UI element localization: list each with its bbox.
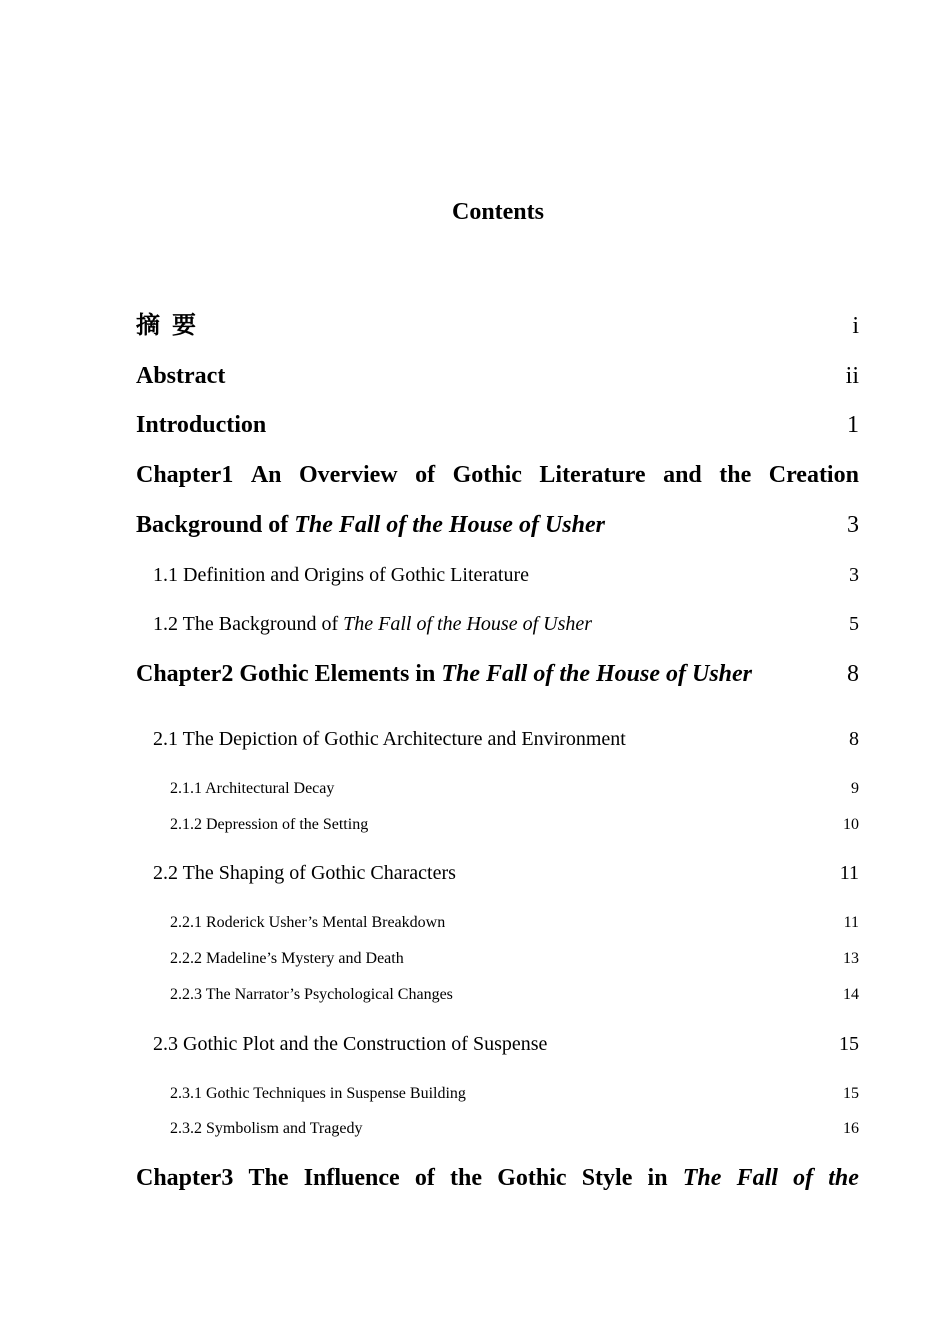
toc-label: 2.1.2 Depression of the Setting [170, 816, 369, 833]
word: Style [581, 1165, 633, 1191]
toc-label: 2.3.2 Symbolism and Tragedy [170, 1120, 363, 1137]
toc-label: 1.1 Definition and Origins of Gothic Literature [153, 564, 530, 586]
toc-entry-chapter3-line1[interactable] [136, 1162, 859, 1194]
toc-page-number: 15 [839, 1033, 859, 1055]
toc-label [136, 509, 605, 541]
word: Creation [768, 462, 859, 488]
toc-label: Abstract [136, 363, 226, 389]
toc-page-number: 13 [843, 950, 859, 967]
toc-label-prefix: Background of [136, 512, 295, 538]
toc-entry-2-3-1[interactable] [170, 1083, 859, 1105]
toc-label: 2.1.1 Architectural Decay [170, 780, 335, 797]
toc-entry-2-1-2[interactable] [170, 814, 859, 836]
work-title: The Fall of the House of Usher [441, 661, 753, 687]
toc-page-number: 8 [847, 661, 859, 687]
toc-label: 2.2.2 Madeline’s Mystery and Death [170, 950, 404, 967]
word: the [450, 1165, 483, 1191]
word: the [719, 462, 752, 488]
toc-page-number: 15 [843, 1085, 859, 1102]
word: The [248, 1165, 289, 1191]
word: Chapter3 [136, 1165, 234, 1191]
toc-entry-1-2[interactable] [153, 610, 859, 638]
toc-page-number: 5 [849, 613, 859, 635]
toc-entry-2-2-3[interactable] [170, 984, 859, 1006]
toc-page-number: i [852, 313, 859, 339]
toc-entry-2-2[interactable] [153, 859, 859, 887]
toc-entry-2-2-2[interactable] [170, 948, 859, 970]
word: and [663, 462, 702, 488]
toc-entry-chapter2[interactable] [136, 658, 859, 690]
toc-label [136, 658, 752, 690]
toc-entry-chapter1-line2[interactable] [136, 509, 859, 541]
toc-page-number: 16 [843, 1120, 859, 1137]
toc-entry-zhaiyao[interactable] [136, 310, 859, 342]
toc-page-number: ii [845, 363, 859, 389]
italic-word: Fall [736, 1165, 778, 1191]
toc-page-number: 1 [847, 412, 859, 438]
word: Gothic [452, 462, 522, 488]
toc-page-number: 3 [849, 564, 859, 586]
word: Overview [298, 462, 398, 488]
toc-label-prefix: Chapter2 Gothic Elements in [136, 661, 442, 687]
word: An [250, 462, 282, 488]
toc-entry-2-2-1[interactable] [170, 912, 859, 934]
toc-label: 2.3.1 Gothic Techniques in Suspense Building [170, 1085, 466, 1102]
toc-entry-2-3[interactable] [153, 1030, 859, 1058]
toc-entry-abstract[interactable] [136, 360, 859, 392]
work-title: The Fall of the House of Usher [343, 613, 593, 635]
italic-word: of [793, 1165, 814, 1191]
toc-label: 2.2 The Shaping of Gothic Characters [153, 862, 456, 884]
word: Literature [539, 462, 646, 488]
word: of [414, 1165, 435, 1191]
toc-page-number: 11 [839, 862, 859, 884]
word: Gothic [497, 1165, 567, 1191]
toc-entry-introduction[interactable] [136, 409, 859, 441]
toc-page-number: 8 [849, 728, 859, 750]
toc-entry-2-1-1[interactable] [170, 778, 859, 800]
word: Chapter1 [136, 462, 234, 488]
italic-word: the [828, 1165, 859, 1191]
toc-label: 摘 要 [136, 313, 196, 339]
toc-entry-chapter1-line1[interactable] [136, 459, 859, 491]
toc-page-number: 10 [843, 816, 859, 833]
toc-page-number: 14 [843, 986, 859, 1003]
word: Influence [303, 1165, 400, 1191]
toc-label [153, 610, 592, 638]
toc-entry-2-3-2[interactable] [170, 1118, 859, 1140]
toc-page-number: 11 [843, 914, 859, 931]
toc-label: 2.2.1 Roderick Usher’s Mental Breakdown [170, 914, 446, 931]
toc-label-prefix: 1.2 The Background of [153, 613, 344, 635]
italic-word: The [682, 1165, 722, 1191]
toc-label: 2.1 The Depiction of Gothic Architecture and Environment [153, 728, 626, 750]
toc-label: Introduction [136, 412, 267, 438]
word: in [647, 1165, 668, 1191]
work-title: The Fall of the House of Usher [294, 512, 605, 538]
toc-entry-2-1[interactable] [153, 725, 859, 753]
toc-page-number: 3 [847, 512, 859, 538]
toc-page-number: 9 [851, 780, 859, 797]
toc-label: 2.3 Gothic Plot and the Construction of Suspense [153, 1033, 548, 1055]
toc-label: 2.2.3 The Narrator’s Psychological Changes [170, 986, 453, 1003]
toc-entry-1-1[interactable] [153, 561, 859, 589]
word: of [415, 462, 436, 488]
page-title: Contents [451, 199, 544, 225]
